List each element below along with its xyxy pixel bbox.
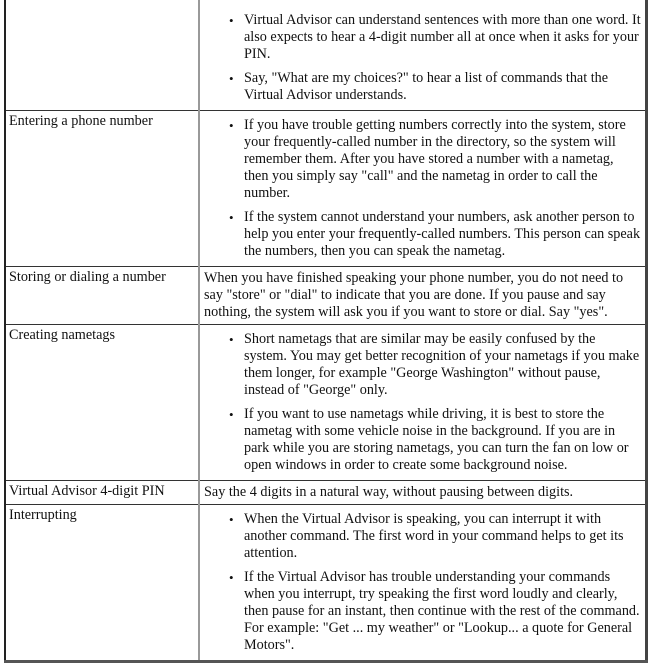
table-row [5, 481, 647, 505]
topic-cell [5, 0, 199, 111]
info-cell [199, 325, 647, 481]
topic-cell: Interrupting [5, 505, 199, 662]
list-item: • If you have trouble getting numbers correctly into the system, store your frequently-called number in the directory, so the system will remember them. After you have stored a number with a nametag, then you simply say "call" and the nametag in order to call the number. [244, 117, 641, 202]
bullet-list [204, 511, 641, 654]
bullet-list [204, 12, 641, 104]
table-row [5, 111, 647, 267]
list-item: • If you want to use nametags while driving, it is best to store the nametag with some vehicle noise in the background. If you are in park while you are storing nametags, you can turn the fan on low or open windows in order to create some background noise. [244, 406, 641, 474]
table-row [5, 0, 647, 111]
table-row [5, 325, 647, 481]
info-text: When you have finished speaking your phone number, you do not need to say "store" or "dial" to indicate that you are done. If you pause and say nothing, the system will ask you if you want to store or dial. Say "yes". [204, 270, 624, 320]
list-item: • When the Virtual Advisor is speaking, you can interrupt it with another command. The first word in your command helps to get its attention. [244, 511, 641, 562]
list-item: • Short nametags that are similar may be easily confused by the system. You may get better recognition of your nametags if you make them longer, for example "George Washington" without pause, instead of "George" only. [244, 331, 641, 399]
topic-cell: Entering a phone number [5, 111, 199, 267]
list-item: • Virtual Advisor can understand sentences with more than one word. It also expects to hear a 4-digit number all at once when it asks for your PIN. [244, 12, 641, 63]
topic-cell: Storing or dialing a number [5, 267, 199, 325]
list-item: • If the Virtual Advisor has trouble understanding your commands when you interrupt, try speaking the first word loudly and clearly, then pause for an instant, then continue with the rest of the command. For example: "Get ... my weather" or "Lookup... a quote for General Motors". [244, 569, 641, 654]
table-row [5, 505, 647, 662]
topic-cell: Virtual Advisor 4-digit PIN [5, 481, 199, 505]
info-cell [199, 111, 647, 267]
topic-cell: Creating nametags [5, 325, 199, 481]
bullet-list [204, 117, 641, 260]
info-text: Say the 4 digits in a natural way, without pausing between digits. [204, 484, 574, 500]
list-item: • If the system cannot understand your numbers, ask another person to help you enter your frequently-called numbers. This person can speak the numbers, then you can speak the nametag. [244, 209, 641, 260]
info-cell [199, 505, 647, 662]
voice-tips-table [4, 0, 648, 663]
list-item: • Say, "What are my choices?" to hear a list of commands that the Virtual Advisor understands. [244, 70, 641, 104]
bullet-list [204, 331, 641, 474]
info-cell [199, 267, 647, 325]
table-row [5, 267, 647, 325]
info-cell [199, 481, 647, 505]
info-cell [199, 0, 647, 111]
